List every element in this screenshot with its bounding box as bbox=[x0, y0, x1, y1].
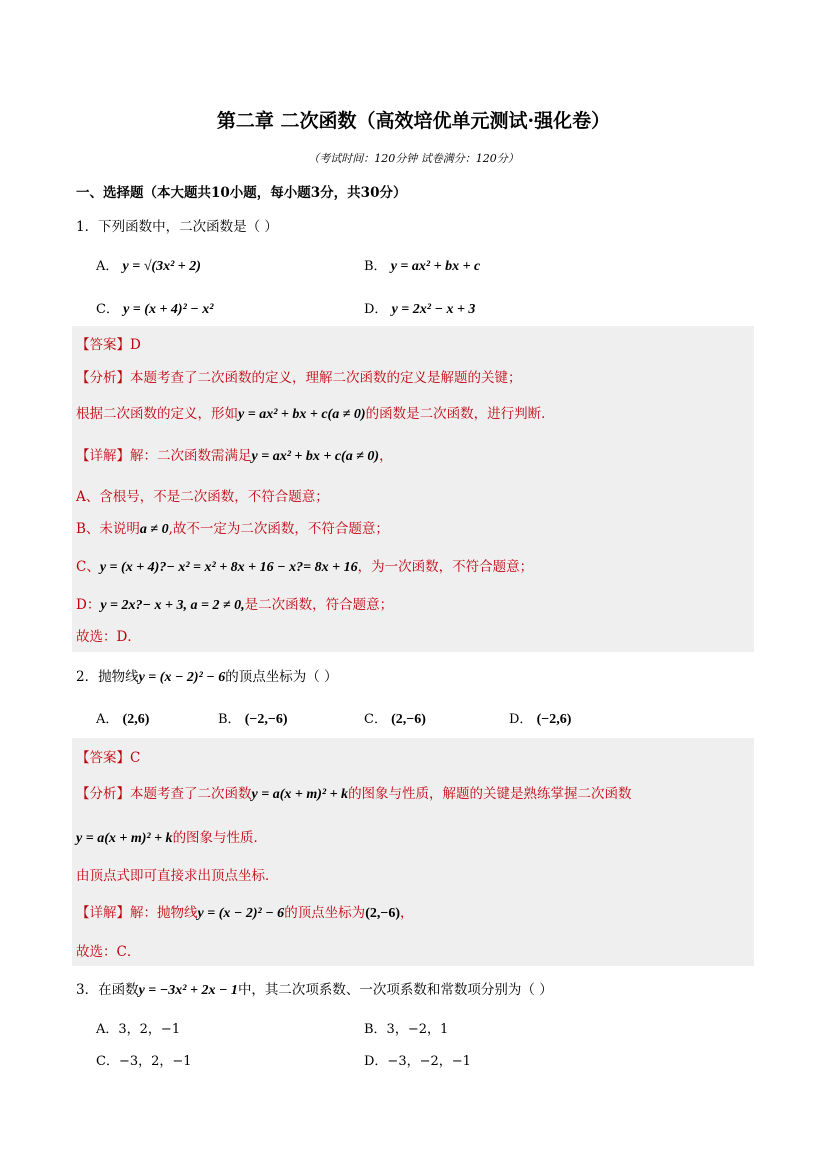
formula: y = (x − 2)² − 6 bbox=[197, 906, 285, 921]
q2-analysis-cont bbox=[76, 826, 267, 847]
option-label: A． bbox=[96, 712, 119, 727]
q1-detail-c bbox=[76, 555, 533, 576]
q1-conclusion: 故选：D． bbox=[76, 629, 141, 645]
formula: y = −3x² + 2x − 1 bbox=[138, 983, 238, 998]
q1-detail-b bbox=[76, 517, 389, 538]
formula: y = (x + 4)?− x² = x² + 8x + 16 − x?= 8x + 16 bbox=[99, 560, 358, 575]
section-heading: 一、选择题（本大题共10小题，每小题3分，共30分） bbox=[76, 185, 407, 201]
text: 的函数是二次函数，进行判断． bbox=[365, 406, 555, 422]
option-expression: (2,6) bbox=[122, 712, 150, 727]
text: 2．抛物线 bbox=[76, 669, 139, 685]
q1-detail bbox=[76, 444, 393, 465]
q2-analysis-method: 由顶点式即可直接求出顶点坐标． bbox=[76, 868, 279, 884]
option-expression: (−2,6) bbox=[536, 712, 572, 727]
q1-detail-d bbox=[76, 593, 393, 614]
q3-option-d: D．−3，−2，−1 bbox=[364, 1054, 471, 1069]
option-expression: y = √(3x² + 2) bbox=[122, 259, 201, 274]
q2-answer: 【答案】C bbox=[76, 750, 141, 766]
q1-answer-block bbox=[72, 326, 754, 652]
text: 中，其二次项系数、一次项系数和常数项分别为（ ） bbox=[237, 982, 553, 998]
option-label: C． bbox=[96, 302, 119, 317]
option-expression: (−2,−6) bbox=[244, 712, 288, 727]
question-1-stem: 1．下列函数中，二次函数是（ ） bbox=[76, 219, 278, 235]
q3-option-b: B．3，−2，1 bbox=[364, 1022, 449, 1037]
formula: y = (x − 2)² − 6 bbox=[138, 670, 226, 685]
option-label: B． bbox=[218, 712, 241, 727]
text: C、 bbox=[76, 559, 100, 575]
option-expression: y = ax² + bx + c bbox=[390, 259, 481, 274]
text: ,故不一定为二次函数，不符合题意； bbox=[168, 521, 389, 537]
q3-option-a: A．3，2，−1 bbox=[96, 1022, 181, 1037]
text: 的图象与性质，解题的关键是熟练掌握二次函数 bbox=[348, 786, 632, 802]
option-expression: y = (x + 4)² − x² bbox=[123, 302, 214, 317]
exam-info: （考试时间：120分钟 试卷满分：120分） bbox=[308, 152, 519, 165]
q2-option-a bbox=[96, 708, 149, 728]
option-expression: y = 2x² − x + 3 bbox=[391, 302, 476, 317]
q1-analysis-rule bbox=[76, 402, 555, 423]
formula: y = 2x?− x + 3, a = 2 ≠ 0, bbox=[100, 598, 245, 613]
text: 【分析】本题考查了二次函数 bbox=[76, 786, 252, 802]
q1-option-a bbox=[96, 255, 201, 275]
option-expression: (2,−6) bbox=[391, 712, 426, 727]
question-3-stem bbox=[76, 978, 553, 999]
formula: y = a(x + m)² + k bbox=[76, 831, 173, 846]
q3-option-c: C．−3，2，−1 bbox=[96, 1054, 192, 1069]
text: B、未说明 bbox=[76, 521, 140, 537]
formula: y = a(x + m)² + k bbox=[251, 787, 349, 802]
q1-answer: 【答案】D bbox=[76, 337, 141, 353]
text: 3．在函数 bbox=[76, 982, 139, 998]
text: D： bbox=[76, 597, 101, 613]
q1-option-b bbox=[364, 255, 480, 275]
q2-detail bbox=[76, 901, 414, 922]
text: 是二次函数，符合题意； bbox=[244, 597, 394, 613]
text: 的图象与性质． bbox=[172, 830, 268, 846]
q1-analysis: 【分析】本题考查了二次函数的定义，理解二次函数的定义是解题的关键； bbox=[76, 370, 522, 386]
question-2-stem bbox=[76, 665, 338, 686]
formula: y = ax² + bx + c(a ≠ 0) bbox=[251, 449, 380, 464]
q1-detail-a: A、含根号，不是二次函数，不符合题意； bbox=[76, 489, 329, 505]
formula: y = ax² + bx + c(a ≠ 0) bbox=[238, 407, 366, 422]
text: 【详解】解：二次函数需满足 bbox=[76, 448, 252, 464]
text: ， bbox=[400, 905, 414, 921]
q2-analysis bbox=[76, 782, 632, 803]
q1-option-c bbox=[96, 298, 213, 318]
formula: a ≠ 0 bbox=[139, 522, 169, 537]
text: 根据二次函数的定义，形如 bbox=[76, 406, 238, 422]
option-label: D． bbox=[364, 302, 388, 317]
q2-option-b bbox=[218, 708, 287, 728]
formula: (2,−6) bbox=[365, 906, 400, 921]
option-label: C． bbox=[364, 712, 387, 727]
q2-option-d bbox=[509, 708, 571, 728]
text: ，为一次函数，不符合题意； bbox=[357, 559, 534, 575]
text: ， bbox=[379, 448, 393, 464]
option-label: B． bbox=[364, 259, 387, 274]
q2-conclusion: 故选：C． bbox=[76, 944, 141, 960]
q2-answer-block bbox=[72, 738, 754, 966]
text: 【详解】解：抛物线 bbox=[76, 905, 198, 921]
text: 的顶点坐标为（ ） bbox=[225, 669, 338, 685]
option-label: A． bbox=[96, 259, 119, 274]
text: 的顶点坐标为 bbox=[284, 905, 366, 921]
document-title: 第二章 二次函数（高效培优单元测试·强化卷） bbox=[216, 110, 611, 132]
q2-option-c bbox=[364, 708, 426, 728]
option-label: D． bbox=[509, 712, 533, 727]
q1-option-d bbox=[364, 298, 475, 318]
